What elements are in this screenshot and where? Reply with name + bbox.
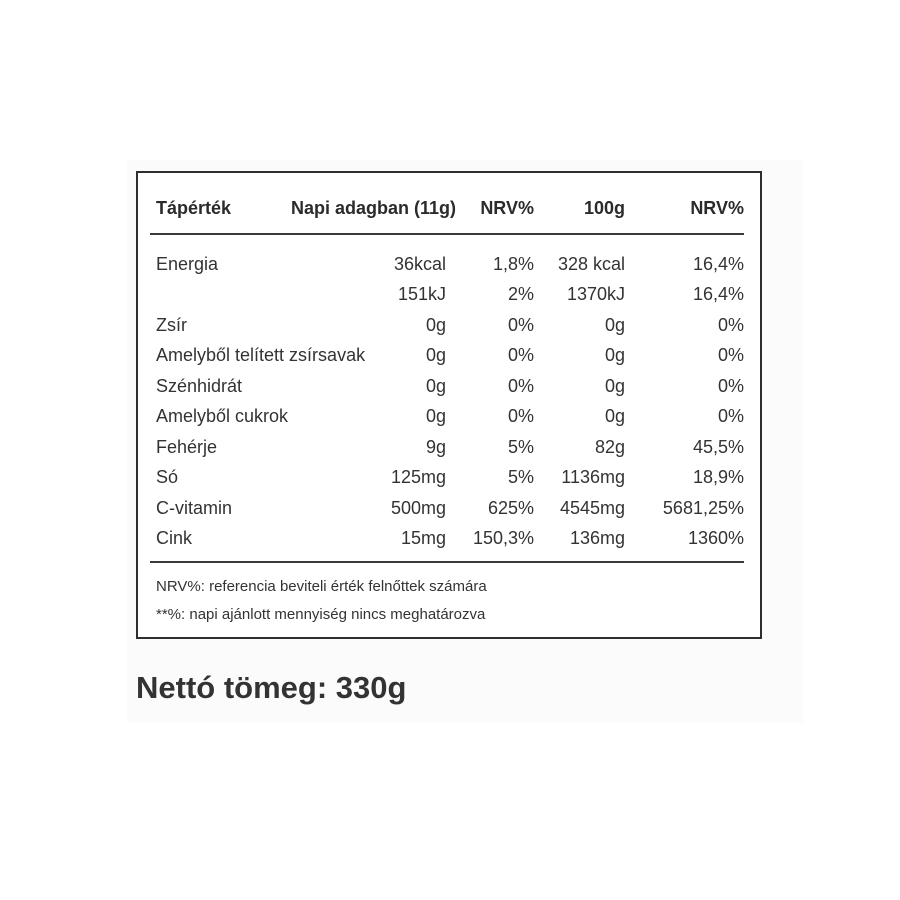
value-per-serving: 0g bbox=[425, 406, 446, 426]
value-per-serving: 0g bbox=[425, 376, 446, 396]
nutrient-name: Amelyből telített zsírsavak bbox=[156, 345, 366, 365]
footnote-nrv: NRV%: referencia beviteli érték felnőttek számára bbox=[156, 578, 487, 595]
value-per-100g: 4545mg bbox=[559, 498, 625, 518]
value-per-serving: 0g bbox=[425, 345, 446, 365]
nutrient-name: Fehérje bbox=[156, 437, 218, 457]
nrv-per-serving: 2% bbox=[507, 284, 534, 304]
value-per-100g: 0g bbox=[604, 345, 625, 365]
table-row bbox=[138, 371, 760, 401]
value-per-100g: 328 kcal bbox=[557, 254, 625, 274]
header-divider bbox=[150, 233, 744, 235]
nutrition-table bbox=[136, 171, 762, 639]
nrv-per-100g: 1360% bbox=[687, 528, 744, 548]
value-per-serving: 36kcal bbox=[393, 254, 446, 274]
table-row bbox=[138, 310, 760, 340]
nrv-per-100g: 0% bbox=[717, 345, 744, 365]
nrv-per-serving: 1,8% bbox=[492, 254, 534, 274]
nrv-per-serving: 0% bbox=[507, 345, 534, 365]
header-nrv-serving: NRV% bbox=[480, 198, 534, 218]
value-per-100g: 1136mg bbox=[561, 467, 625, 487]
nrv-per-100g: 5681,25% bbox=[662, 498, 744, 518]
footnote-asterisk: **%: napi ajánlott mennyiség nincs meghatározva bbox=[156, 606, 486, 623]
nrv-per-100g: 45,5% bbox=[692, 437, 744, 457]
nutrient-name: C-vitamin bbox=[156, 498, 233, 518]
nrv-per-100g: 0% bbox=[717, 406, 744, 426]
nrv-per-100g: 16,4% bbox=[692, 254, 744, 274]
table-header bbox=[138, 193, 760, 223]
value-per-100g: 1370kJ bbox=[566, 284, 625, 304]
nrv-per-serving: 150,3% bbox=[472, 528, 534, 548]
table-row bbox=[138, 432, 760, 462]
nutrient-name: Szénhidrát bbox=[156, 376, 243, 396]
nutrient-name: Zsír bbox=[156, 315, 187, 335]
table-row bbox=[138, 462, 760, 492]
nutrient-name: Energia bbox=[156, 254, 219, 274]
nutrient-name: Só bbox=[156, 467, 179, 487]
value-per-serving: 0g bbox=[425, 315, 446, 335]
value-per-100g: 0g bbox=[604, 315, 625, 335]
nrv-per-serving: 0% bbox=[507, 406, 534, 426]
nrv-per-100g: 16,4% bbox=[692, 284, 744, 304]
nrv-per-serving: 0% bbox=[507, 376, 534, 396]
nrv-per-100g: 0% bbox=[717, 315, 744, 335]
value-per-serving: 125mg bbox=[390, 467, 446, 487]
value-per-100g: 136mg bbox=[569, 528, 625, 548]
value-per-100g: 0g bbox=[604, 406, 625, 426]
header-nutrient: Tápérték bbox=[156, 198, 232, 218]
value-per-serving: 9g bbox=[425, 437, 446, 457]
net-weight: Nettó tömeg: 330g bbox=[136, 670, 407, 705]
nutrient-name: Amelyből cukrok bbox=[156, 406, 289, 426]
nrv-per-100g: 0% bbox=[717, 376, 744, 396]
nrv-per-serving: 0% bbox=[507, 315, 534, 335]
nrv-per-serving: 5% bbox=[507, 467, 534, 487]
nrv-per-serving: 625% bbox=[487, 498, 534, 518]
value-per-100g: 0g bbox=[604, 376, 625, 396]
table-row bbox=[138, 279, 760, 309]
value-per-serving: 151kJ bbox=[397, 284, 446, 304]
table-row bbox=[138, 340, 760, 370]
header-per-100g: 100g bbox=[583, 198, 625, 218]
value-per-serving: 500mg bbox=[390, 498, 446, 518]
table-row bbox=[138, 401, 760, 431]
table-row bbox=[138, 249, 760, 279]
table-row bbox=[138, 493, 760, 523]
value-per-100g: 82g bbox=[594, 437, 625, 457]
value-per-serving: 15mg bbox=[400, 528, 446, 548]
footer-divider bbox=[150, 561, 744, 563]
header-nrv-100g: NRV% bbox=[690, 198, 744, 218]
header-per-serving: Napi adagban (11g) bbox=[290, 198, 456, 218]
nrv-per-100g: 18,9% bbox=[692, 467, 744, 487]
nutrient-name: Cink bbox=[156, 528, 193, 548]
nrv-per-serving: 5% bbox=[507, 437, 534, 457]
table-row bbox=[138, 523, 760, 553]
